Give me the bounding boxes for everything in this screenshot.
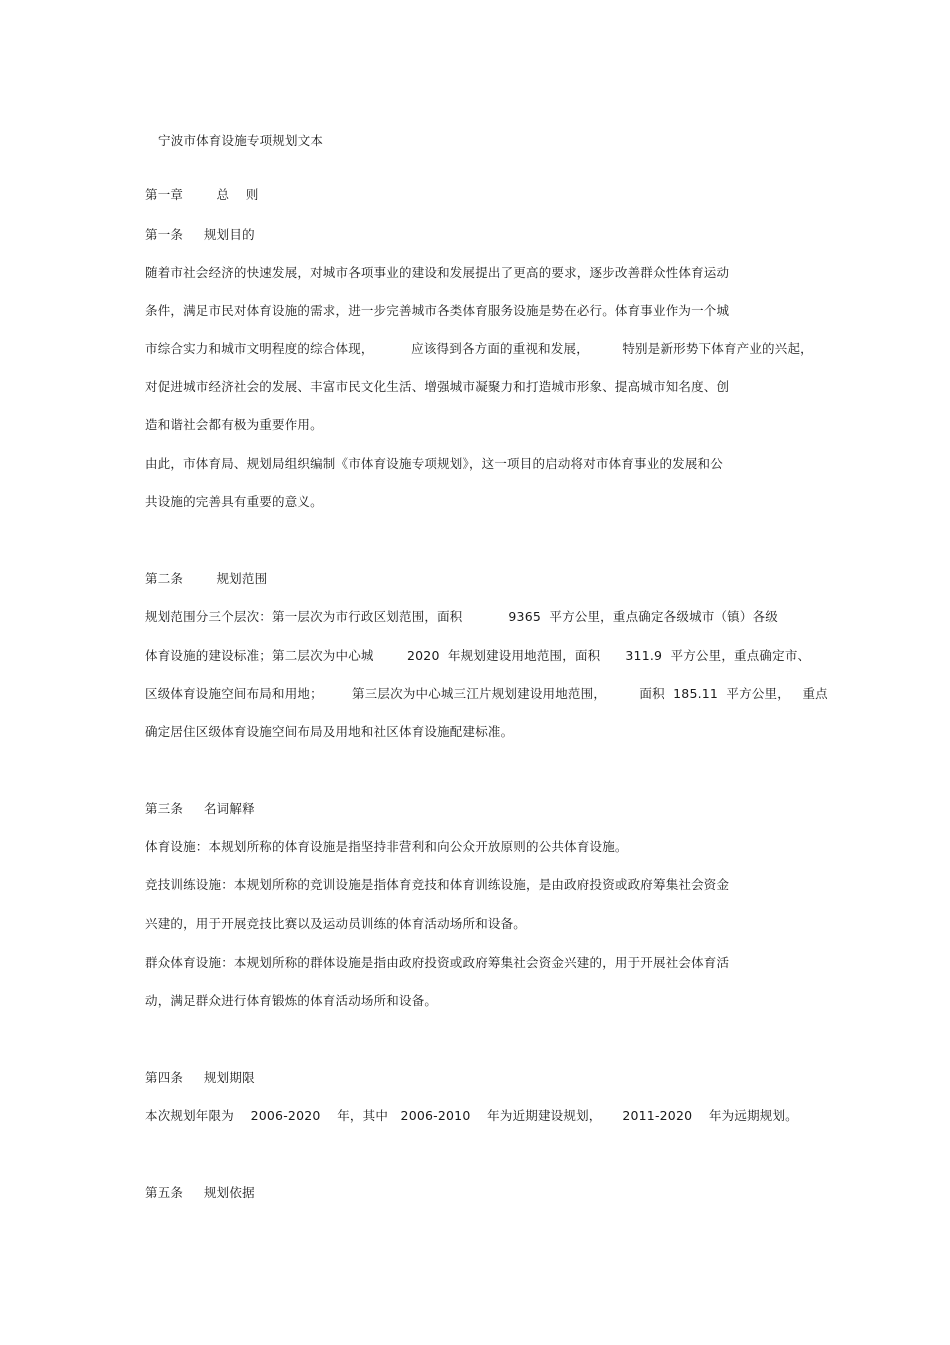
article-2-line: 区级体育设施空间布局和用地； 第三层次为中心城三江片规划建设用地范围， 面积 185.11 平方公里， 重点 — [145, 686, 828, 701]
article-2-line: 规划范围分三个层次：第一层次为市行政区划范围，面积 9365 平方公里，重点确定各级城市（镇）各级 — [145, 609, 778, 624]
document-title: 宁波市体育设施专项规划文本 — [158, 133, 324, 148]
article-1-line: 对促进城市经济社会的发展、丰富市民文化生活、增强城市凝聚力和打造城市形象、提高城市知名度、创 — [145, 379, 730, 394]
article-4-line: 本次规划年限为 2006-2020 年，其中 2006-2010 年为近期建设规划， 2011-2020 年为远期规划。 — [145, 1108, 798, 1123]
article-1-line: 条件，满足市民对体育设施的需求，进一步完善城市各类体育服务设施是势在必行。体育事业作为一个城 — [145, 303, 730, 318]
article-1-line: 共设施的完善具有重要的意义。 — [145, 494, 323, 509]
article-1-line: 市综合实力和城市文明程度的综合体现， 应该得到各方面的重视和发展， 特别是新形势下体育产业的兴起， — [145, 341, 813, 356]
article-2-line: 确定居住区级体育设施空间布局及用地和社区体育设施配建标准。 — [145, 724, 514, 739]
definition-line: 兴建的，用于开展竞技比赛以及运动员训练的体育活动场所和设备。 — [145, 916, 527, 931]
definition-line: 体育设施：本规划所称的体育设施是指坚持非营利和向公众开放原则的公共体育设施。 — [145, 839, 628, 854]
article-4-heading: 第四条 规划期限 — [145, 1070, 255, 1085]
definition-line: 动，满足群众进行体育锻炼的体育活动场所和设备。 — [145, 993, 438, 1008]
definition-line: 群众体育设施：本规划所称的群体设施是指由政府投资或政府筹集社会资金兴建的，用于开展社会体育活 — [145, 955, 730, 970]
article-1-line: 由此，市体育局、规划局组织编制《市体育设施专项规划》，这一项目的启动将对市体育事业的发展和公 — [145, 456, 723, 471]
article-1-line: 随着市社会经济的快速发展，对城市各项事业的建设和发展提出了更高的要求，逐步改善群众性体育运动 — [145, 265, 730, 280]
article-5-heading: 第五条 规划依据 — [145, 1185, 255, 1200]
article-2-heading: 第二条 规划范围 — [145, 571, 268, 586]
chapter-heading: 第一章 总 则 — [145, 187, 259, 202]
article-2-line: 体育设施的建设标准；第二层次为中心城 2020 年规划建设用地范围，面积 311.9 平方公里，重点确定市、 — [145, 648, 811, 663]
article-3-heading: 第三条 名词解释 — [145, 801, 255, 816]
article-1-heading: 第一条 规划目的 — [145, 227, 255, 242]
definition-line: 竞技训练设施：本规划所称的竞训设施是指体育竞技和体育训练设施，是由政府投资或政府筹集社会资金 — [145, 877, 730, 892]
article-1-line: 造和谐社会都有极为重要作用。 — [145, 417, 323, 432]
